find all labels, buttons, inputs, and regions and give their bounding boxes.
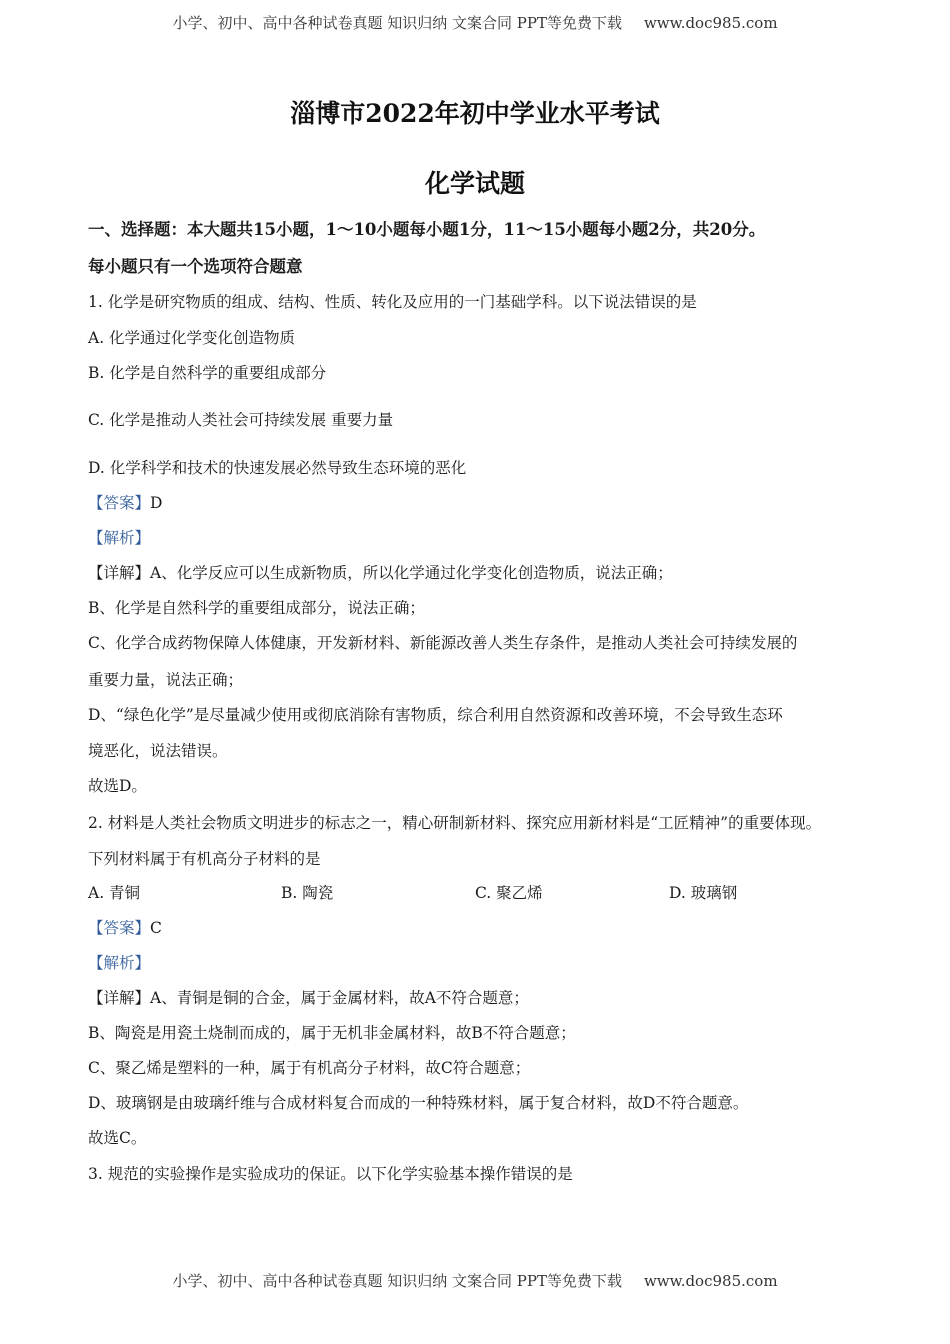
- question-1-stem: 1. 化学是研究物质的组成、结构、性质、转化及应用的一门基础学科。以下说法错误的是: [88, 293, 697, 311]
- answer-value: D: [150, 494, 163, 512]
- question-2-analysis-tag: 【解析】: [88, 954, 151, 972]
- question-2-answer: [88, 918, 162, 938]
- answer-tag: 【答案】: [88, 494, 151, 512]
- answer-tag: 【答案】: [88, 919, 151, 937]
- page-subtitle: 化学试题: [424, 169, 525, 198]
- question-2-detail-line: D、玻璃钢是由玻璃纤维与合成材料复合而成的一种特殊材料，属于复合材料，故D不符合题意。: [88, 1094, 749, 1112]
- section-heading: 一、选择题：本大题共15小题，1～10小题每小题1分，11～15小题每小题2分，共20分。: [88, 220, 766, 239]
- question-2-detail-line: B、陶瓷是用瓷土烧制而成的，属于无机非金属材料，故B不符合题意；: [88, 1024, 576, 1042]
- question-2-detail-line: [88, 988, 529, 1008]
- header-text: 小学、初中、高中各种试卷真题 知识归纳 文案合同 PPT等免费下载: [172, 14, 622, 32]
- header-site-link[interactable]: www.doc985.com: [643, 14, 778, 32]
- question-1-analysis-tag: 【解析】: [88, 529, 151, 547]
- question-1-detail-line: D、“绿色化学”是尽量减少使用或彻底消除有害物质，综合利用自然资源和改善环境，不会导致生态环: [88, 706, 783, 724]
- detail-tag: 【详解】: [88, 564, 151, 582]
- footer-text: 小学、初中、高中各种试卷真题 知识归纳 文案合同 PPT等免费下载: [172, 1272, 622, 1290]
- question-1-detail-line: 境恶化，说法错误。: [88, 742, 228, 760]
- question-2-detail-line: C、聚乙烯是塑料的一种，属于有机高分子材料，故C符合题意；: [88, 1059, 531, 1077]
- question-2-option-a: A. 青铜: [88, 884, 141, 902]
- detail-text: A、化学反应可以生成新物质，所以化学通过化学变化创造物质，说法正确；: [150, 564, 673, 582]
- question-2-stem-cont: 下列材料属于有机高分子材料的是: [88, 850, 321, 868]
- question-1-option-a: A. 化学通过化学变化创造物质: [88, 329, 296, 347]
- question-2-conclusion: 故选C。: [88, 1129, 147, 1147]
- page-header: [0, 12, 950, 33]
- question-3-stem: 3. 规范的实验操作是实验成功的保证。以下化学实验基本操作错误的是: [88, 1165, 573, 1183]
- question-2-stem: 2. 材料是人类社会物质文明进步的标志之一，精心研制新材料、探究应用新材料是“工匠精神”的重要体现。: [88, 814, 822, 832]
- question-1-option-c: C. 化学是推动人类社会可持续发展 重要力量: [88, 411, 394, 429]
- question-1-answer: [88, 493, 162, 513]
- question-2-option-c: C. 聚乙烯: [475, 884, 543, 902]
- question-1-conclusion: 故选D。: [88, 777, 147, 795]
- question-1-option-d: D. 化学科学和技术的快速发展必然导致生态环境的恶化: [88, 459, 467, 477]
- question-1-detail-line: C、化学合成药物保障人体健康，开发新材料、新能源改善人类生存条件，是推动人类社会可持续发展的: [88, 634, 798, 652]
- question-2-option-b: B. 陶瓷: [281, 884, 334, 902]
- detail-text: A、青铜是铜的合金，属于金属材料，故A不符合题意；: [150, 989, 529, 1007]
- question-1-detail-line: B、化学是自然科学的重要组成部分，说法正确；: [88, 599, 425, 617]
- detail-tag: 【详解】: [88, 989, 151, 1007]
- question-2-option-d: D. 玻璃钢: [669, 884, 738, 902]
- question-1-option-b: B. 化学是自然科学的重要组成部分: [88, 364, 327, 382]
- question-1-detail-line: 重要力量，说法正确；: [88, 671, 244, 689]
- answer-value: C: [150, 919, 162, 937]
- footer-site-link[interactable]: www.doc985.com: [643, 1272, 778, 1290]
- page-title: 淄博市2022年初中学业水平考试: [290, 99, 660, 128]
- section-instruction: 每小题只有一个选项符合题意: [88, 257, 303, 276]
- page-footer: [0, 1270, 950, 1291]
- question-1-detail-line: [88, 563, 673, 583]
